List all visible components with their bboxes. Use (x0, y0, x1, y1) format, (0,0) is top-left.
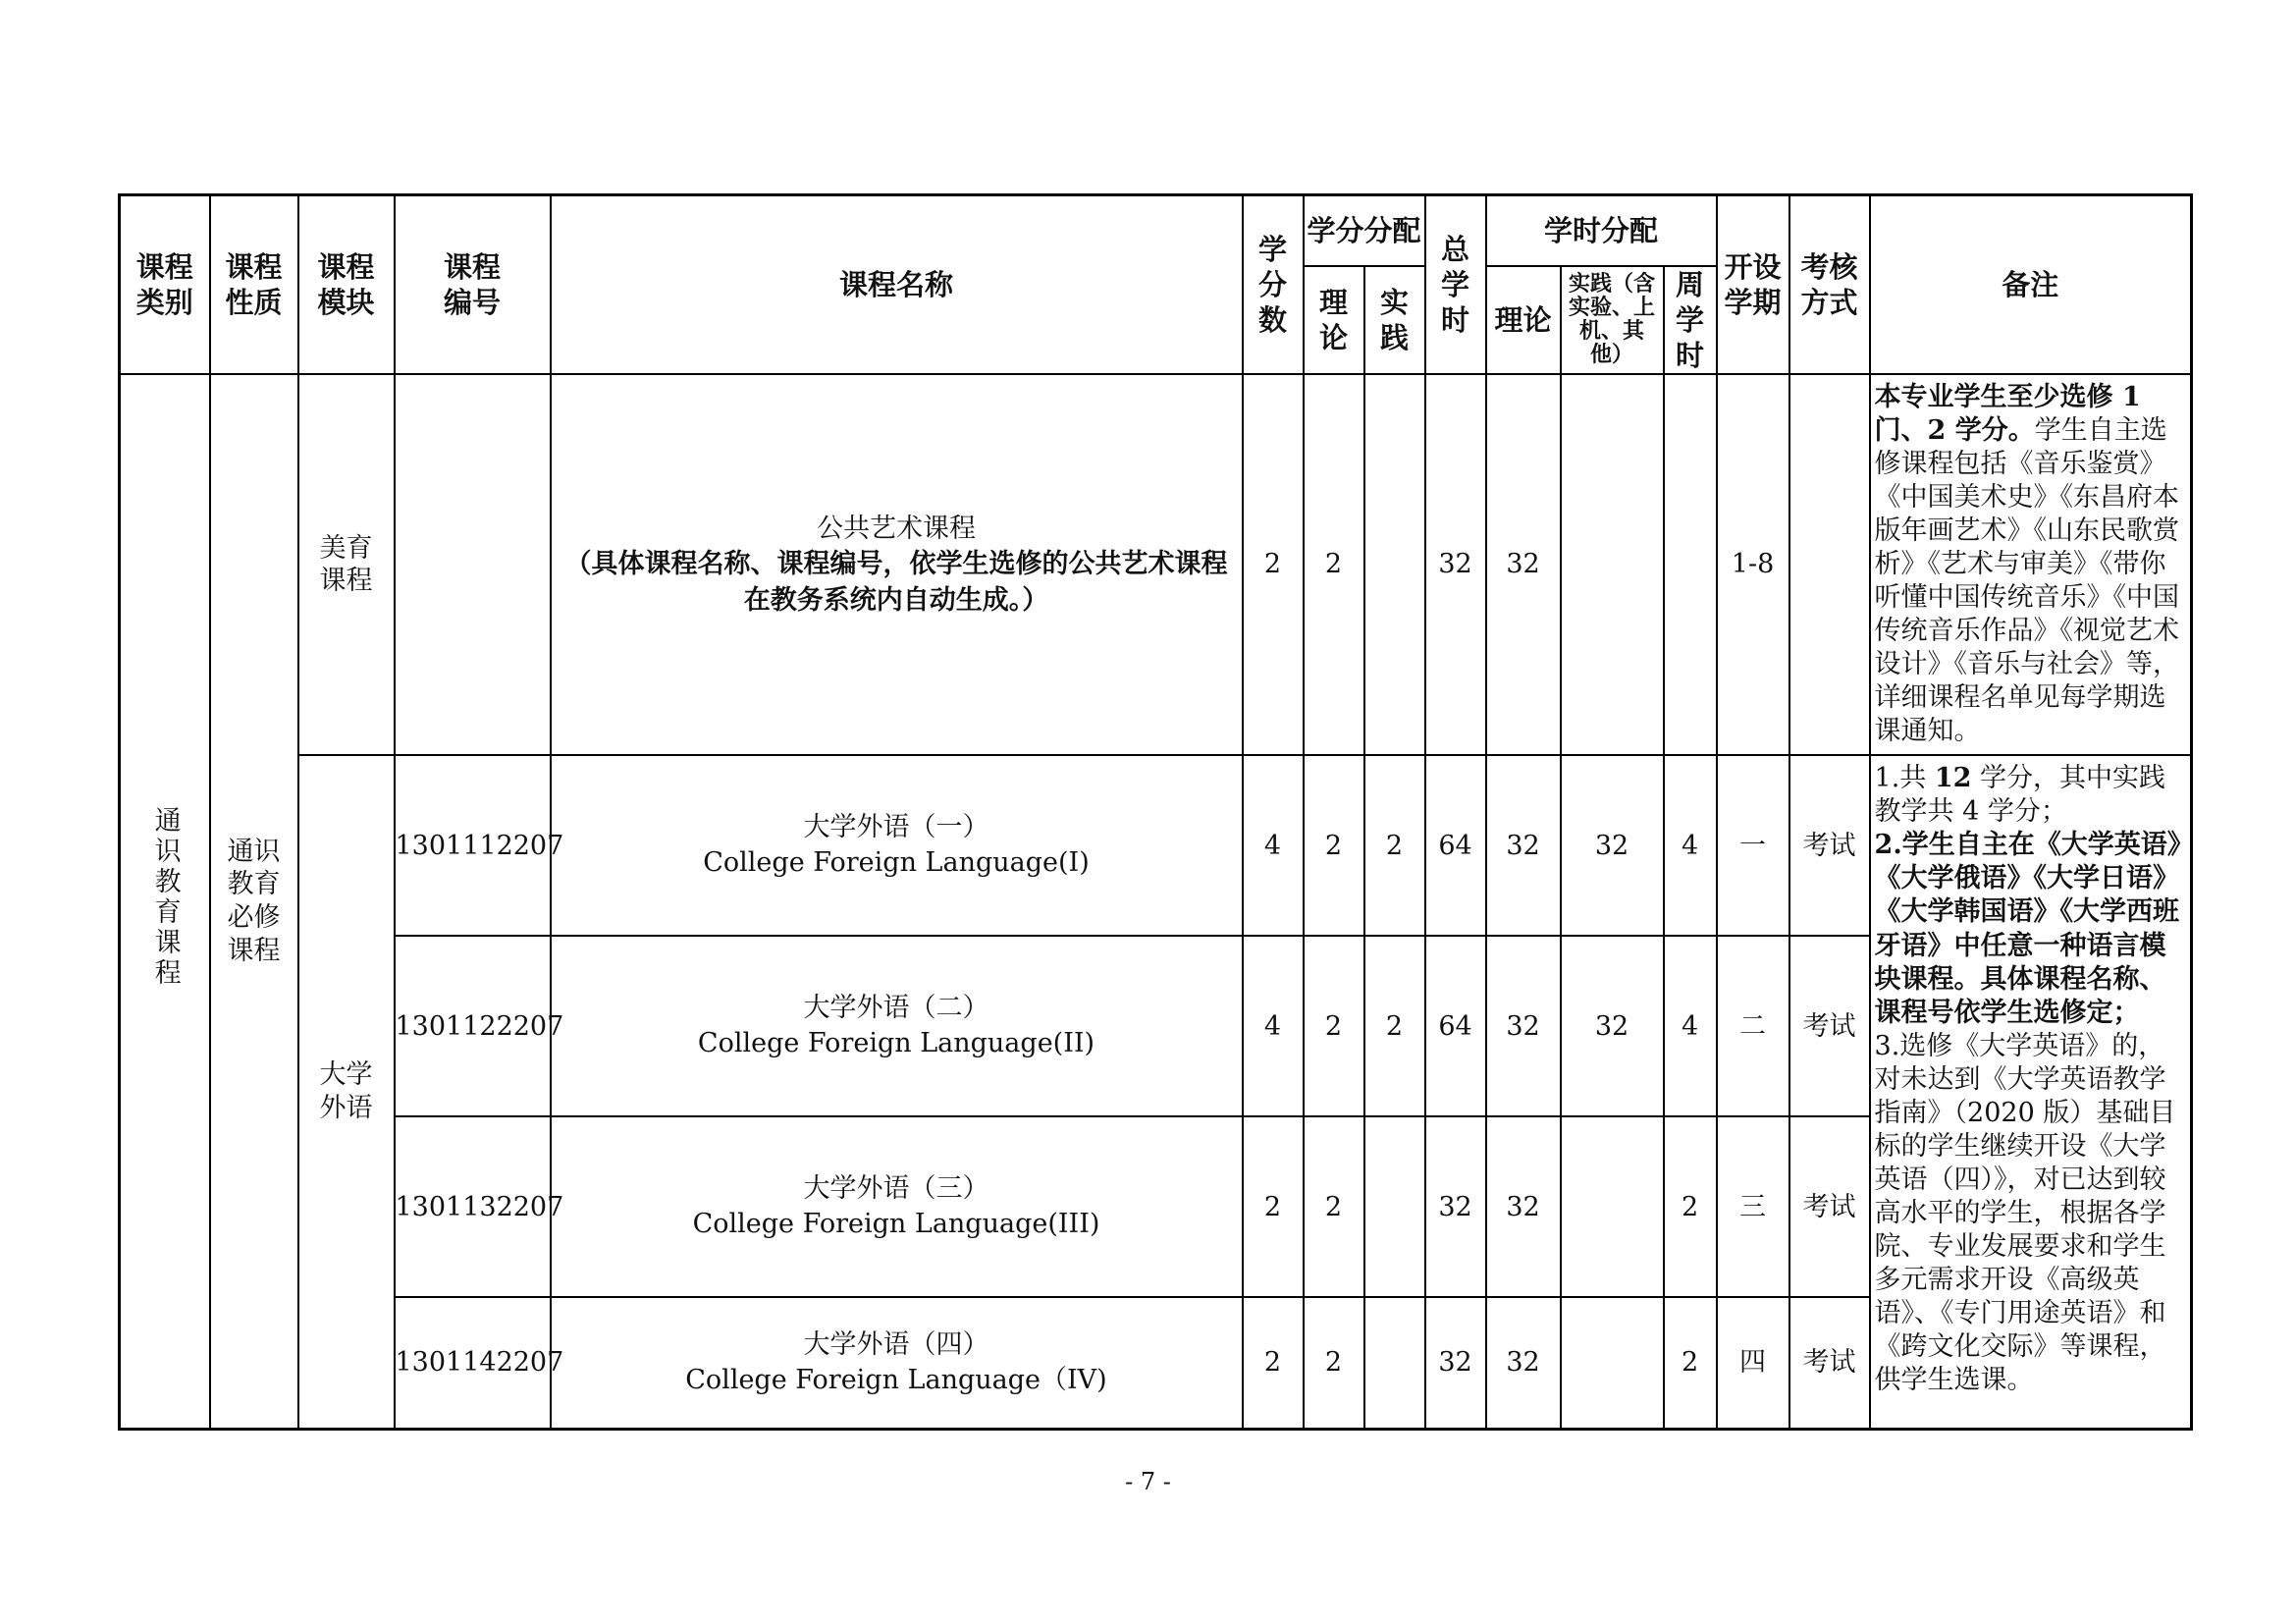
header-module: 课程模块 (298, 195, 395, 375)
practice-cell (1364, 374, 1425, 755)
credits-cell: 4 (1243, 755, 1304, 936)
weekly-cell: 2 (1664, 1297, 1717, 1429)
header-semester: 开设学期 (1717, 195, 1789, 375)
header-name: 课程名称 (551, 195, 1243, 375)
header-nature: 课程性质 (210, 195, 298, 375)
header-row-1 (120, 195, 2192, 266)
code-cell: 1301132207 (395, 1116, 551, 1297)
hour-practice-cell (1561, 1297, 1664, 1429)
assessment-cell: 考试 (1789, 936, 1870, 1116)
header-remarks: 备注 (1870, 195, 2192, 375)
assessment-cell (1789, 374, 1870, 755)
hour-theory-cell: 32 (1486, 374, 1561, 755)
module-cell-foreign: 大学外语 (298, 755, 395, 1429)
semester-cell: 1-8 (1717, 374, 1789, 755)
curriculum-table (118, 193, 2193, 1431)
hour-theory-cell: 32 (1486, 1297, 1561, 1429)
course-name-cell: 大学外语（三） College Foreign Language(III) (551, 1116, 1243, 1297)
nature-cell: 通识教育必修课程 (210, 374, 298, 1429)
remark-cell-art: 本专业学生至少选修 1 门、2 学分。学生自主选修课程包括《音乐鉴赏》《中国美术史》《东昌府本版年画艺术》《山东民歌赏析》《艺术与审美》《带你听懂中国传统音乐》《中国传统音乐作品》《视觉艺术设计》《音乐与社会》等，详细课程名单见每学期选课通知。 (1870, 374, 2192, 755)
practice-cell: 2 (1364, 936, 1425, 1116)
code-cell (395, 374, 551, 755)
theory-cell: 2 (1304, 1297, 1364, 1429)
weekly-cell (1664, 374, 1717, 755)
page-number: - 7 - (1125, 1468, 1171, 1495)
semester-cell: 一 (1717, 755, 1789, 936)
table-row (120, 755, 2192, 936)
assessment-cell: 考试 (1789, 1297, 1870, 1429)
practice-cell (1364, 1297, 1425, 1429)
header-category: 课程类别 (120, 195, 210, 375)
header-theory: 理论 (1304, 266, 1364, 375)
module-cell-aesthetic: 美育课程 (298, 374, 395, 755)
hour-practice-cell (1561, 374, 1664, 755)
course-name-cell: 大学外语（一） College Foreign Language(I) (551, 755, 1243, 936)
practice-cell: 2 (1364, 755, 1425, 936)
total-hours-cell: 32 (1425, 374, 1486, 755)
header-weekly: 周学时 (1664, 266, 1717, 375)
total-hours-cell: 32 (1425, 1297, 1486, 1429)
total-hours-cell: 64 (1425, 936, 1486, 1116)
credits-cell: 2 (1243, 1116, 1304, 1297)
course-name-cell: 大学外语（四） College Foreign Language（IV) (551, 1297, 1243, 1429)
header-practice: 实践 (1364, 266, 1425, 375)
remark-cell-foreign: 1.共 12 学分，其中实践教学共 4 学分； 2.学生自主在《大学英语》《大学俄语》《大学日语》《大学韩国语》《大学西班牙语》中任意一种语言模块课程。具体课程名称、课程号依学生选修定； 3.选修《大学英语》的，对未达到《大学英语教学指南》（2020 版）基础目标的学生继续开设《大学英语（四）》，对已达到较高水平的学生，根据各学院、专业发展要求和学生多元需求开设《高级英语》、《专门用途英语》和《跨文化交际》等课程，供学生选课。 (1870, 755, 2192, 1429)
credits-cell: 4 (1243, 936, 1304, 1116)
credits-cell: 2 (1243, 1297, 1304, 1429)
theory-cell: 2 (1304, 1116, 1364, 1297)
hour-theory-cell: 32 (1486, 936, 1561, 1116)
semester-cell: 三 (1717, 1116, 1789, 1297)
total-hours-cell: 64 (1425, 755, 1486, 936)
header-total-hours: 总学时 (1425, 195, 1486, 375)
semester-cell: 二 (1717, 936, 1789, 1116)
header-code: 课程编号 (395, 195, 551, 375)
header-hour-theory: 理论 (1486, 266, 1561, 375)
hour-practice-cell: 32 (1561, 755, 1664, 936)
semester-cell: 四 (1717, 1297, 1789, 1429)
table-row (120, 374, 2192, 755)
assessment-cell: 考试 (1789, 755, 1870, 936)
weekly-cell: 4 (1664, 936, 1717, 1116)
header-credits: 学分数 (1243, 195, 1304, 375)
weekly-cell: 4 (1664, 755, 1717, 936)
total-hours-cell: 32 (1425, 1116, 1486, 1297)
weekly-cell: 2 (1664, 1116, 1717, 1297)
practice-cell (1364, 1116, 1425, 1297)
header-assessment: 考核方式 (1789, 195, 1870, 375)
code-cell: 1301122207 (395, 936, 551, 1116)
code-cell: 1301112207 (395, 755, 551, 936)
hour-theory-cell: 32 (1486, 1116, 1561, 1297)
header-hour-dist: 学时分配 (1486, 195, 1717, 266)
header-credit-dist: 学分分配 (1304, 195, 1425, 266)
course-name-cell: 公共艺术课程 （具体课程名称、课程编号，依学生选修的公共艺术课程在教务系统内自动生成。） (551, 374, 1243, 755)
hour-practice-cell (1561, 1116, 1664, 1297)
category-cell: 通识教育课程 (120, 374, 210, 1429)
course-name-cell: 大学外语（二） College Foreign Language(II) (551, 936, 1243, 1116)
assessment-cell: 考试 (1789, 1116, 1870, 1297)
credits-cell: 2 (1243, 374, 1304, 755)
theory-cell: 2 (1304, 936, 1364, 1116)
theory-cell: 2 (1304, 755, 1364, 936)
hour-theory-cell: 32 (1486, 755, 1561, 936)
hour-practice-cell: 32 (1561, 936, 1664, 1116)
theory-cell: 2 (1304, 374, 1364, 755)
header-hour-practice: 实践（含实验、上机、其他） (1561, 266, 1664, 375)
code-cell: 1301142207 (395, 1297, 551, 1429)
